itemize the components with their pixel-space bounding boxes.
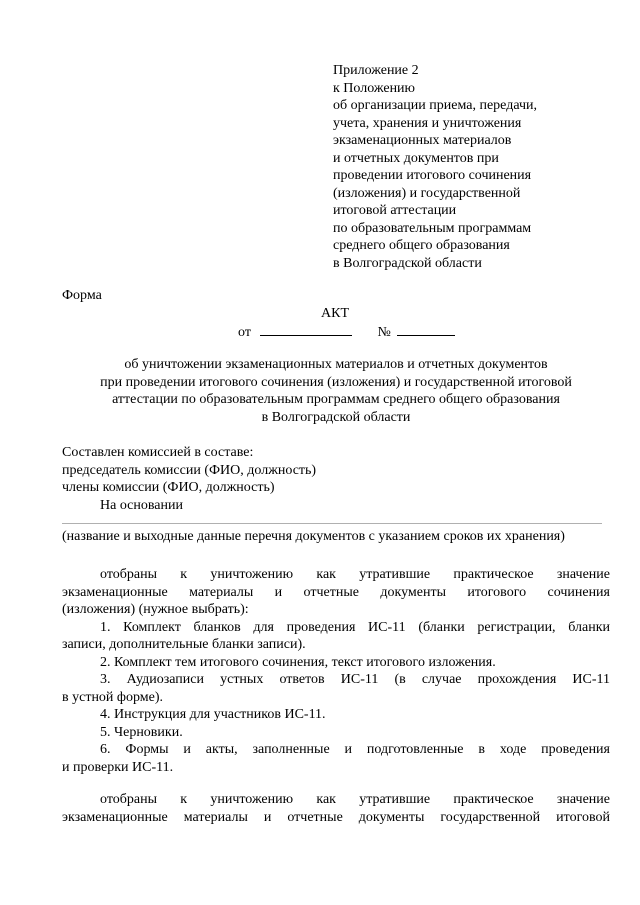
section2-line: отобраны к уничтожению как утратившие практическое значение	[100, 792, 610, 807]
act-date-blank[interactable]	[260, 322, 352, 336]
commission-members: члены комиссии (ФИО, должность)	[62, 480, 275, 495]
section-1	[62, 566, 610, 776]
section1-line: отобраны к уничтожению как утратившие практическое значение	[100, 567, 610, 582]
appendix-line: в Волгоградской области	[333, 255, 482, 271]
appendix-line: (изложения) и государственной	[333, 185, 521, 201]
act-subject	[62, 356, 610, 426]
section1-line: (изложения) (нужное выбрать):	[62, 602, 249, 617]
subject-line: в Волгоградской области	[261, 409, 411, 425]
appendix-line: итоговой аттестации	[333, 203, 457, 218]
act-date-number-line	[238, 322, 455, 342]
list-item-4: 4. Инструкция для участников ИС-11.	[100, 707, 326, 722]
appendix-line: среднего общего образования	[333, 238, 510, 253]
subject-line: аттестации по образовательным программам среднего общего образования	[112, 392, 560, 407]
appendix-line: проведении итогового сочинения	[333, 168, 532, 183]
act-number-blank[interactable]	[397, 322, 455, 336]
section1-line: экзаменационные материалы и отчетные документы итогового сочинения	[62, 584, 610, 600]
appendix-line: экзаменационных материалов	[333, 133, 512, 148]
appendix-line: к Положению	[333, 80, 416, 96]
basis-caption: (название и выходные данные перечня документов с указанием сроков их хранения)	[62, 529, 565, 544]
commission-chairman: председатель комиссии (ФИО, должность)	[62, 462, 317, 478]
appendix-line: учета, хранения и уничтожения	[333, 115, 522, 131]
section-2	[62, 791, 610, 826]
list-item-6: 6. Формы и акты, заполненные и подготовленные в ходе проведения	[100, 742, 610, 757]
basis-fill-line[interactable]	[62, 523, 602, 524]
list-item-6-cont: и проверки ИС-11.	[62, 759, 174, 775]
list-item-5: 5. Черновики.	[100, 724, 183, 740]
section2-line: экзаменационные материалы и отчетные документы государственной итоговой	[62, 809, 610, 825]
act-title: АКТ	[321, 306, 349, 321]
list-item-1: 1. Комплект бланков для проведения ИС-11 (бланки регистрации, бланки	[100, 619, 610, 635]
list-item-1-cont: записи, дополнительные бланки записи).	[62, 637, 306, 652]
appendix-line: об организации приема, передачи,	[333, 98, 538, 113]
appendix-line: и отчетных документов при	[333, 150, 499, 166]
appendix-header	[333, 62, 633, 272]
appendix-line: Приложение 2	[333, 63, 419, 78]
act-number-label: №	[377, 325, 391, 340]
commission-composed: Составлен комиссией в составе:	[62, 445, 254, 460]
list-item-3-cont: в устной форме).	[62, 689, 164, 705]
subject-line: об уничтожении экзаменационных материалов и отчетных документов	[124, 357, 548, 372]
act-from-label: от	[238, 325, 251, 340]
appendix-line: по образовательным программам	[333, 220, 532, 236]
commission-basis: На основании	[100, 497, 183, 513]
list-item-2: 2. Комплект тем итогового сочинения, текст итогового изложения.	[100, 654, 496, 670]
list-item-3: 3. Аудиозаписи устных ответов ИС-11 (в случае прохождения ИС-11	[100, 672, 610, 687]
form-label: Форма	[62, 288, 102, 303]
commission-block	[62, 444, 610, 514]
subject-line: при проведении итогового сочинения (изложения) и государственной итоговой	[100, 374, 572, 390]
